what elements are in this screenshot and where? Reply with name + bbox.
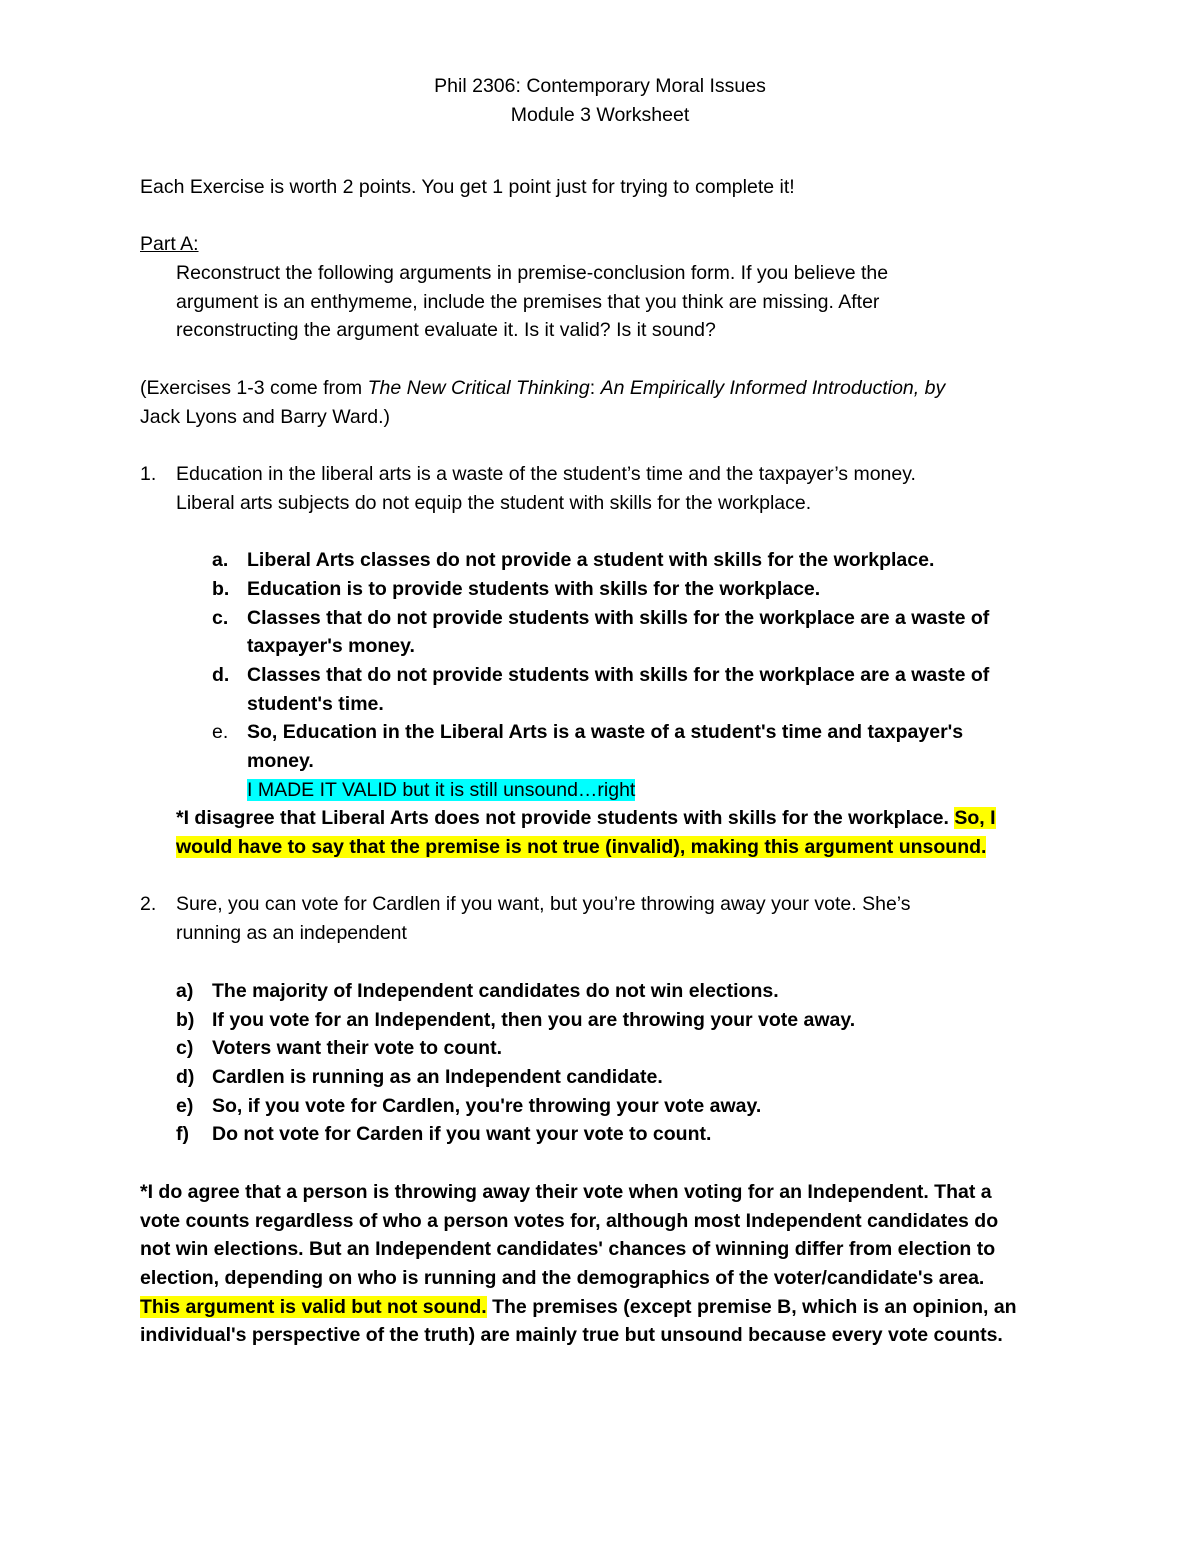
source-book-subtitle: An Empirically Informed Introduction, by	[600, 377, 946, 399]
source-colon: :	[589, 377, 601, 399]
course-title: Phil 2306: Contemporary Moral Issues	[434, 75, 766, 97]
comment-line: election, depending on who is running and the demographics of the voter/candidate's area.	[140, 1267, 985, 1289]
premise-text: Voters want their vote to count.	[212, 1037, 502, 1059]
comment-line: individual's perspective of the truth) are mainly true but unsound because every vote counts.	[140, 1324, 1003, 1346]
comment-text: *I disagree that Liberal Arts does not provide students with skills for the workplace.	[176, 807, 955, 829]
premise-text: If you vote for an Independent, then you are throwing your vote away.	[212, 1009, 856, 1031]
comment-highlight: This argument is valid but not sound.	[140, 1296, 487, 1318]
comment-line: vote counts regardless of who a person votes for, although most Independent candidates do	[140, 1210, 999, 1232]
premise-text: So, if you vote for Cardlen, you're throwing your vote away.	[212, 1095, 762, 1117]
module-title: Module 3 Worksheet	[510, 104, 690, 126]
comment-line	[140, 1295, 1017, 1319]
premise-marker: a)	[176, 980, 194, 1002]
comment-line: *I do agree that a person is throwing away their vote when voting for an Independent. That a	[140, 1181, 992, 1203]
premise-marker: e.	[212, 721, 229, 743]
source-authors: Jack Lyons and Barry Ward.)	[140, 406, 390, 428]
premise-marker: e)	[176, 1095, 194, 1117]
exercise-prompt-line: Education in the liberal arts is a waste of the student’s time and the taxpayer’s money.	[176, 463, 916, 485]
source-citation	[140, 376, 945, 400]
part-a-heading: Part A:	[140, 233, 199, 255]
premise-text: Education is to provide students with skills for the workplace.	[247, 578, 821, 600]
validity-note-highlight: I MADE IT VALID but it is still unsound…right	[247, 779, 636, 801]
comment-line: not win elections. But an Independent candidates' chances of winning differ from election to	[140, 1238, 996, 1260]
exercise-prompt-line: Sure, you can vote for Cardlen if you want, but you’re throwing away your vote. She’s	[176, 893, 911, 915]
comment-highlight: would have to say that the premise is not true (invalid), making this argument unsound.	[176, 836, 987, 858]
premise-marker: d.	[212, 664, 230, 686]
comment-highlight: So, I	[954, 807, 996, 829]
premise-text: Classes that do not provide students with skills for the workplace are a waste of	[247, 664, 990, 686]
premise-text: money.	[247, 750, 314, 772]
premise-marker: c)	[176, 1037, 194, 1059]
premise-marker: f)	[176, 1123, 189, 1145]
validity-note	[247, 778, 635, 802]
premise-text: student's time.	[247, 693, 384, 715]
premise-marker: a.	[212, 549, 229, 571]
premise-text: taxpayer's money.	[247, 635, 415, 657]
exercise-number: 1.	[140, 463, 157, 485]
part-a-instruction-line: argument is an enthymeme, include the premises that you think are missing. After	[176, 291, 880, 313]
exercise-prompt-line: running as an independent	[176, 922, 407, 944]
premise-text: The majority of Independent candidates do not win elections.	[212, 980, 779, 1002]
premise-marker: b.	[212, 578, 230, 600]
exercise-number: 2.	[140, 893, 157, 915]
intro-text: Each Exercise is worth 2 points. You get 1 point just for trying to complete it!	[140, 176, 795, 198]
premise-marker: b)	[176, 1009, 195, 1031]
comment-text: The premises (except premise B, which is an opinion, an	[486, 1296, 1017, 1318]
exercise1-comment-line	[176, 835, 986, 859]
exercise-prompt-line: Liberal arts subjects do not equip the student with skills for the workplace.	[176, 492, 812, 514]
premise-text: Cardlen is running as an Independent candidate.	[212, 1066, 663, 1088]
premise-text: So, Education in the Liberal Arts is a waste of a student's time and taxpayer's	[247, 721, 964, 743]
premise-marker: c.	[212, 607, 229, 629]
premise-text: Liberal Arts classes do not provide a student with skills for the workplace.	[247, 549, 935, 571]
exercise1-comment-line	[176, 806, 996, 830]
premise-text: Do not vote for Carden if you want your vote to count.	[212, 1123, 712, 1145]
part-a-instruction-line: Reconstruct the following arguments in premise-conclusion form. If you believe the	[176, 262, 889, 284]
part-a-instruction-line: reconstructing the argument evaluate it. Is it valid? Is it sound?	[176, 319, 716, 341]
premise-text: Classes that do not provide students with skills for the workplace are a waste of	[247, 607, 990, 629]
source-book-title: The New Critical Thinking	[367, 377, 590, 399]
source-prefix: (Exercises 1-3 come from	[140, 377, 368, 399]
premise-marker: d)	[176, 1066, 195, 1088]
